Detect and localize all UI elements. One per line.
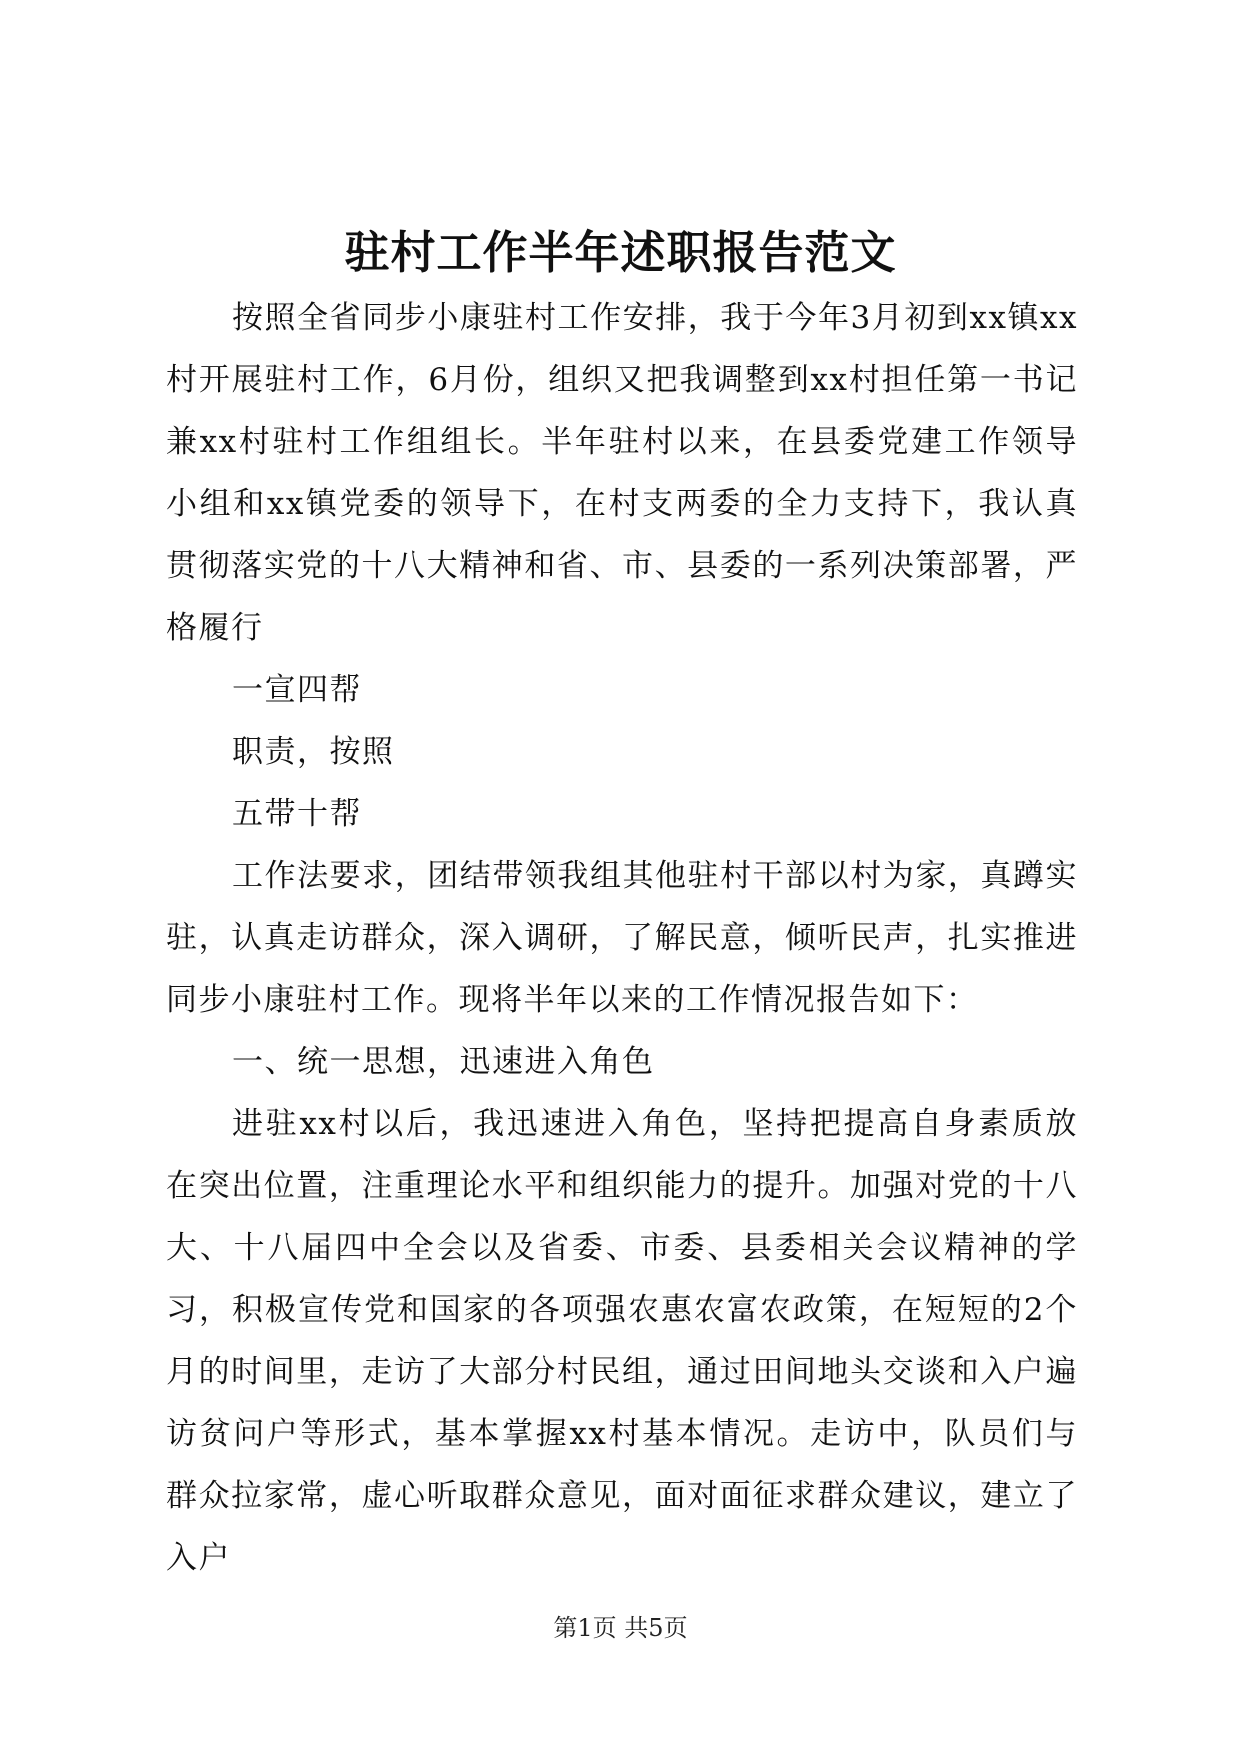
paragraph-section-1: 进驻xx村以后，我迅速进入角色，坚持把提高自身素质放在突出位置，注重理论水平和组织能力的提升。加强对党的十八大、十八届四中全会以及省委、市委、县委相关会议精神的学习，积极宣传党和国家的各项强农惠农富农政策，在短短的2个月的时间里，走访了大部分村民组，通过田间地头交谈和入户遍访贫问户等形式，基本掌握xx村基本情况。走访中，队员们与群众拉家常，虚心听取群众意见，面对面征求群众建议，建立了入户 xyxy=(166,1106,1078,1576)
paragraph-intro: 按照全省同步小康驻村工作安排，我于今年3月初到xx镇xx村开展驻村工作，6月份，组织又把我调整到xx村担任第一书记兼xx村驻村工作组组长。半年驻村以来，在县委党建工作领导小组和xx镇党委的领导下，在村支两委的全力支持下，我认真贯彻落实党的十八大精神和省、市、县委的一系列决策部署，严格履行 xyxy=(166,300,1078,646)
paragraph-wudaishibang: 五带十帮 xyxy=(232,796,362,832)
document-body xyxy=(166,287,1078,1589)
document-title: 驻村工作半年述职报告范文 xyxy=(344,226,897,279)
paragraph-yixuansibang: 一宣四帮 xyxy=(232,672,362,708)
section-heading-1: 一、统一思想，迅速进入角色 xyxy=(232,1044,655,1080)
paragraph-work-method: 工作法要求，团结带领我组其他驻村干部以村为家，真蹲实驻，认真走访群众，深入调研，了解民意，倾听民声，扎实推进同步小康驻村工作。现将半年以来的工作情况报告如下： xyxy=(166,858,1078,1018)
page-number-footer: 第1页 共5页 xyxy=(553,1614,688,1642)
paragraph-zhize: 职责，按照 xyxy=(232,734,395,770)
